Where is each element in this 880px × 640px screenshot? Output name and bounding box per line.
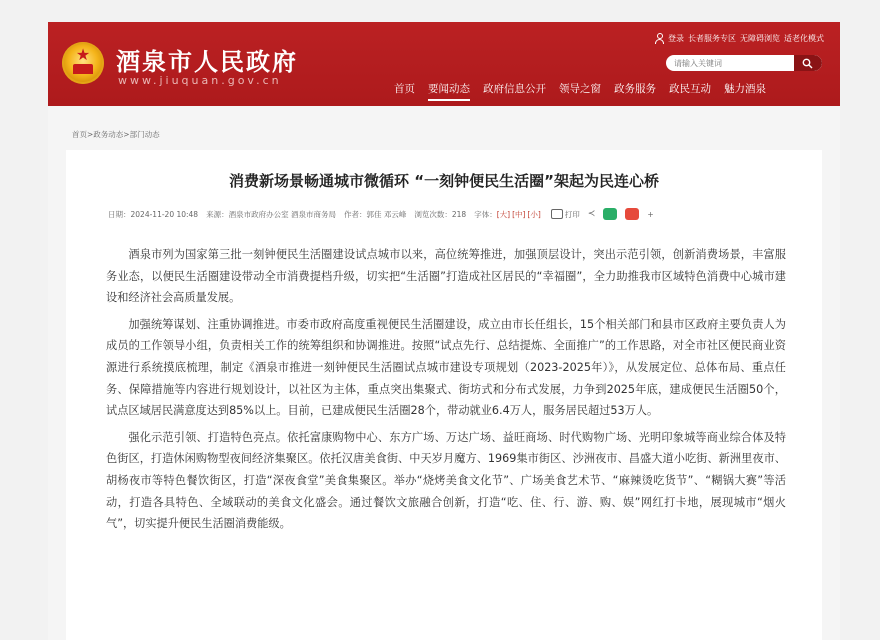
search-box	[666, 55, 822, 71]
font-small-button[interactable]: [小]	[527, 209, 541, 219]
font-size-label: 字体：	[474, 209, 497, 219]
nav-interaction[interactable]: 政民互动	[669, 83, 711, 95]
printer-icon	[551, 209, 563, 219]
article-date: 日期：2024-11-20 10:48	[108, 209, 199, 219]
article-views: 浏览次数：218	[414, 209, 467, 219]
article-paragraph: 加强统筹谋划、注重协调推进。市委市政府高度重视便民生活圈建设，成立由市长任组长，15个相关部门和县市区政府主要负责人为成员的工作领导小组，负责相关工作的统筹组织和协调推进。按照“试点先行、总结提炼、全面推广”的工作思路，对全市社区便民商业资源进行系统摸底梳理，制定《酒泉市推进一刻钟便民生活圈试点城市建设专项规划（2023-2025年）》，从发展定位、总体布局、重点任务、保障措施等内容进行规划设计，以社区为主体，重点突出集聚式、街坊式和分布式发展，力争到2025年底，建成便民生活圈50个，试点区域居民满意度达到85%以上。目前，已建成便民生活圈28个，带动就业6.4万人，服务居民超过53万人。	[106, 317, 786, 418]
search-button[interactable]	[794, 55, 822, 71]
article-meta	[108, 208, 654, 220]
font-large-button[interactable]: [大]	[496, 209, 511, 219]
print-button[interactable]: 打印	[564, 209, 580, 219]
main-nav	[394, 81, 779, 101]
wechat-icon[interactable]	[603, 208, 617, 220]
share-icon[interactable]: ≺	[587, 209, 596, 219]
weibo-icon[interactable]	[625, 208, 639, 220]
nav-leaders[interactable]: 领导之窗	[559, 83, 601, 95]
breadcrumb[interactable]: 首页>政务动态>部门动态	[72, 130, 160, 139]
site-domain: www.jiuquan.gov.cn	[118, 74, 282, 87]
article-paragraph: 酒泉市列为国家第三批一刻钟便民生活圈建设试点城市以来，高位统筹推进，加强顶层设计，突出示范引领，创新消费场景，丰富服务业态，以便民生活圈建设带动全市消费提档升级，切实把“生活圈”打造成社区居民的“幸福圈”，全力助推我市区域特色消费中心城市建设和经济社会高质量发展。	[106, 248, 786, 305]
elderly-zone-link[interactable]: 长者服务专区	[688, 34, 736, 43]
login-link[interactable]: 登录	[668, 34, 684, 43]
nav-charm[interactable]: 魅力酒泉	[724, 83, 766, 95]
nav-home[interactable]: 首页	[394, 83, 415, 95]
accessibility-link[interactable]: 无障碍浏览	[740, 34, 780, 43]
article-author: 作者：郭佳 邓云峰	[343, 209, 407, 219]
article-source: 来源：酒泉市政府办公室 酒泉市商务局	[206, 209, 336, 219]
search-icon	[802, 58, 813, 69]
nav-news[interactable]: 要闻动态	[428, 81, 470, 101]
more-share-icon[interactable]: +	[647, 209, 654, 219]
site-name[interactable]: 酒泉市人民政府	[116, 47, 298, 76]
article-title: 消费新场景畅通城市微循环 “一刻钟便民生活圈”架起为民连心桥	[229, 172, 659, 190]
top-links	[654, 33, 824, 44]
nav-services[interactable]: 政务服务	[614, 83, 656, 95]
article-paragraph: 强化示范引领、打造特色亮点。依托富康购物中心、东方广场、万达广场、益旺商场、时代购物广场、光明印象城等商业综合体及特色街区，打造休闲购物型夜间经济集聚区。依托汉唐美食街、中天岁月魔方、1969集市街区、沙洲夜市、昌盛大道小吃街、新洲里夜市、胡杨夜市等特色餐饮街区，打造“深夜食堂”美食集聚区。举办“烧烤美食文化节”、广场美食艺术节、“麻辣烫吃货节”、“糊锅大赛”等活动，打造各具特色、全域联动的美食文化盛会。通过餐饮文旅融合创新，打造“吃、住、行、游、购、娱”网红打卡地，展现城市“烟火气”，切实提升便民生活圈消费能级。	[106, 430, 786, 531]
font-medium-button[interactable]: [中]	[512, 209, 526, 219]
user-icon	[654, 33, 664, 44]
page-frame	[48, 22, 840, 640]
search-input[interactable]	[666, 55, 792, 71]
article-container	[66, 150, 822, 640]
site-header	[48, 22, 840, 106]
national-emblem-icon: ★	[62, 42, 104, 84]
elder-mode-link[interactable]: 适老化模式	[784, 34, 824, 43]
nav-gov-info[interactable]: 政府信息公开	[483, 83, 546, 95]
article-body	[106, 244, 786, 540]
